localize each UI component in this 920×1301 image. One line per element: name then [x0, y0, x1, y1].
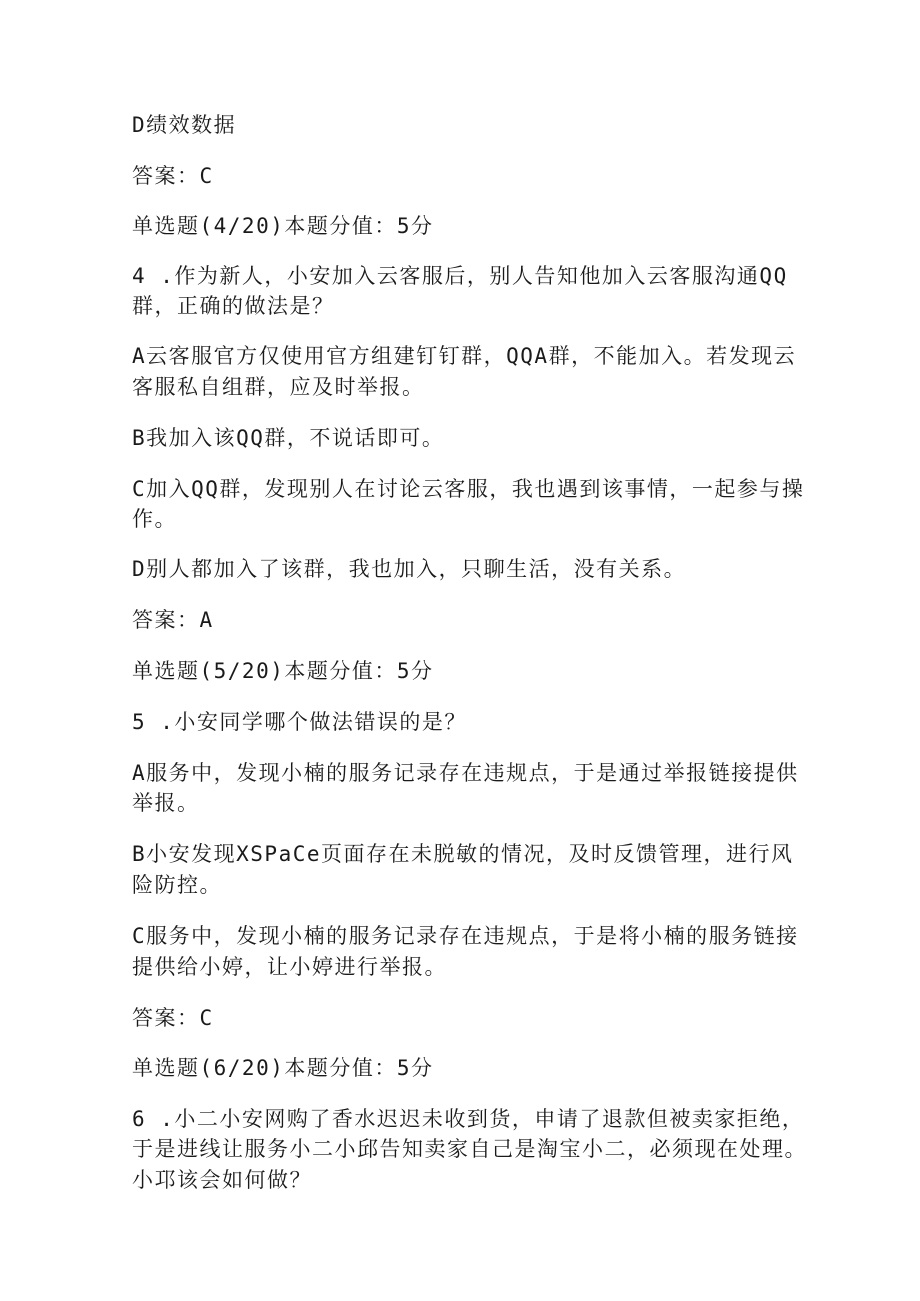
option-a-q5-line2: 举报。	[132, 791, 200, 815]
option-a-q5-line1: A服务中，发现小楠的服务记录存在违规点，于是通过举报链接提供	[132, 761, 799, 785]
question-text-q6-line2: 于是进线让服务小二小邱告知卖家自己是淘宝小二，必须现在处理。	[132, 1137, 807, 1161]
question-header-q5: 单选题(5/20)本题分值：5分	[132, 659, 434, 683]
option-a-q4-line1: A云客服官方仅使用官方组建钉钉群，QQA群，不能加入。若发现云	[132, 344, 797, 368]
question-text-q6-line3: 小邛该会如何做？	[132, 1168, 312, 1192]
option-c-q5-line2: 提供给小婷，让小婷进行举报。	[132, 955, 447, 979]
option-b-q5-line2: 险防控。	[132, 873, 222, 897]
option-d-q3: D绩效数据	[132, 113, 237, 137]
option-b-q4: B我加入该QQ群，不说话即可。	[132, 426, 445, 450]
answer-q5: 答案：C	[132, 1006, 214, 1030]
option-c-q4-line2: 作。	[132, 507, 177, 531]
question-text-q6-line1: 6 .小二小安网购了香水迟迟未收到货，申请了退款但被卖家拒绝，	[132, 1107, 805, 1131]
question-text-q5: 5 .小安同学哪个做法错误的是？	[132, 710, 467, 734]
answer-q4: 答案：A	[132, 608, 214, 632]
answer-q3: 答案：C	[132, 164, 214, 188]
question-header-q6: 单选题(6/20)本题分值：5分	[132, 1056, 434, 1080]
option-a-q4-line2: 客服私自组群，应及时举报。	[132, 375, 425, 399]
question-text-q4-line2: 群，正确的做法是？	[132, 294, 335, 318]
question-header-q4: 单选题(4/20)本题分值：5分	[132, 214, 434, 238]
option-b-q5-line1: B小安发现XSPaCe页面存在未脱敏的情况，及时反馈管理，进行风	[132, 842, 794, 866]
question-text-q4-line1: 4 .作为新人，小安加入云客服后，别人告知他加入云客服沟通QQ	[132, 264, 788, 288]
option-c-q4-line1: C加入QQ群，发现别人在讨论云客服，我也遇到该事情，一起参与操	[132, 477, 805, 501]
option-c-q5-line1: C服务中，发现小楠的服务记录存在违规点，于是将小楠的服务链接	[132, 924, 799, 948]
option-d-q4: D别人都加入了该群，我也加入，只聊生活，没有关系。	[132, 557, 687, 581]
